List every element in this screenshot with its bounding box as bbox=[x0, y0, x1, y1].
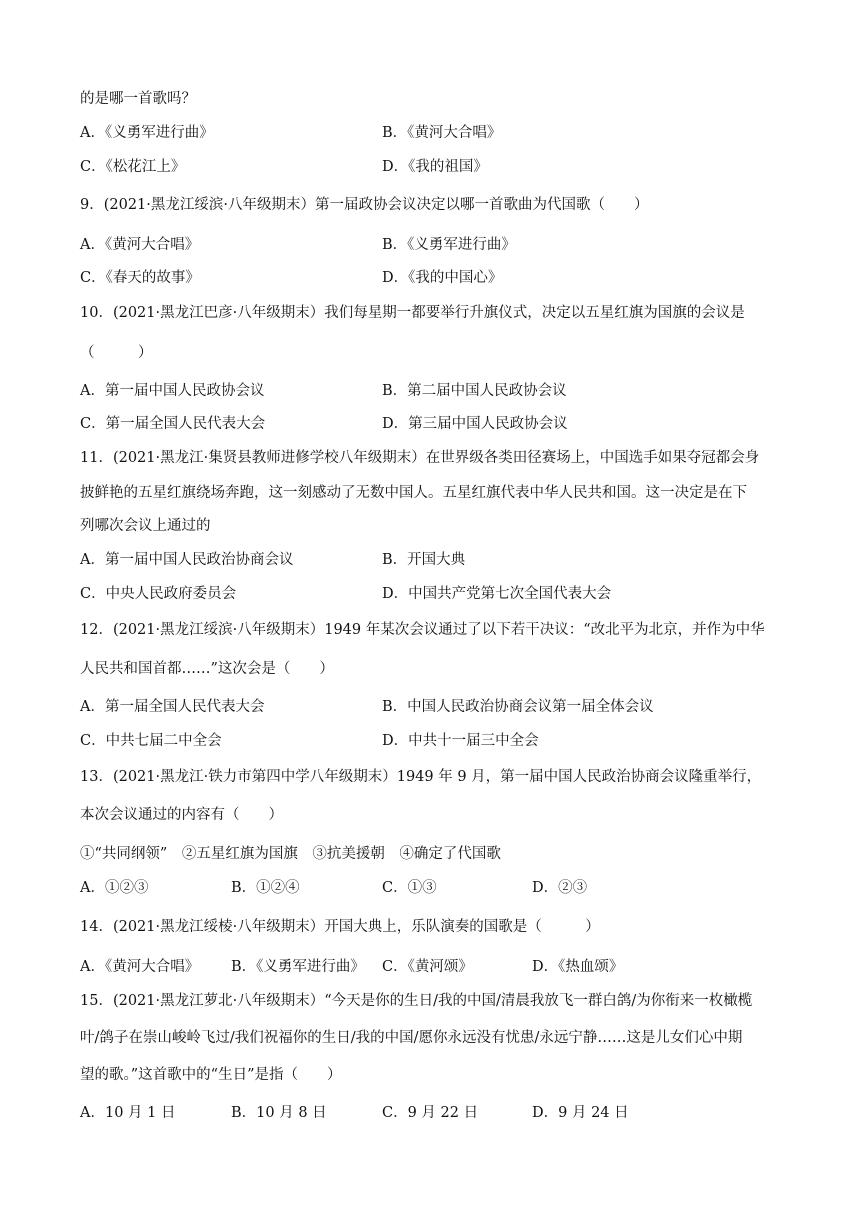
option-c: C．《松花江上》 bbox=[80, 159, 186, 175]
option-c: C．《黄河颂》 bbox=[382, 959, 473, 975]
option-c: C．中央人民政府委员会 bbox=[80, 586, 237, 602]
option-b: B．10 月 8 日 bbox=[231, 1105, 327, 1121]
option-b: B．中国人民政治协商会议第一届全体会议 bbox=[382, 699, 654, 715]
question-12: 12．(2021·黑龙江绥滨·八年级期末）1949 年某次会议通过了以下若干决议：“改北平为北京，并作为中华 bbox=[80, 622, 765, 638]
question-10: 10．(2021·黑龙江巴彦·八年级期末）我们每星期一都要举行升旗仪式，决定以五星红旗为国旗的会议是 bbox=[80, 305, 745, 321]
option-b: B．第二届中国人民政协会议 bbox=[382, 383, 567, 399]
option-c: C．中共七届二中全会 bbox=[80, 733, 222, 749]
option-d: D．9 月 24 日 bbox=[532, 1105, 629, 1121]
question-text: 本次会议通过的内容有（ ） bbox=[80, 807, 283, 823]
option-b: B．《义勇军进行曲》 bbox=[382, 237, 516, 253]
option-a: A．《义勇军进行曲》 bbox=[80, 125, 214, 141]
question-text: 望的歌。”这首歌中的“生日”是指（ ） bbox=[80, 1067, 342, 1083]
question-15: 15．(2021·黑龙江萝北·八年级期末）“今天是你的生日/我的中国/清晨我放飞一群白鸽/为你衔来一枚橄榄 bbox=[80, 993, 753, 1009]
option-b: B．开国大典 bbox=[382, 552, 466, 568]
option-d: D．第三届中国人民政协会议 bbox=[382, 416, 568, 432]
option-d: D．《我的祖国》 bbox=[382, 159, 488, 175]
question-text: 人民共和国首都……”这次会是（ ） bbox=[80, 661, 334, 677]
option-a: A．《黄河大合唱》 bbox=[80, 237, 200, 253]
option-b: B．①②④ bbox=[231, 880, 300, 896]
option-c: C．《春天的故事》 bbox=[80, 270, 200, 286]
option-b: B．《义勇军进行曲》 bbox=[231, 959, 365, 975]
option-d: D．中共十一届三中全会 bbox=[382, 733, 539, 749]
question-9: 9．(2021·黑龙江绥滨·八年级期末）第一届政协会议决定以哪一首歌曲为代国歌（ ） bbox=[80, 197, 649, 213]
question-text: 叶/鸽子在崇山峻岭飞过/我们祝福你的生日/我的中国/愿你永远没有忧患/永远宁静……这是儿女们心中期 bbox=[80, 1030, 743, 1046]
question-13: 13．(2021·黑龙江·铁力市第四中学八年级期末）1949 年 9 月，第一届中国人民政治协商会议隆重举行， bbox=[80, 769, 762, 785]
option-a: A．第一届中国人民政治协商会议 bbox=[80, 552, 294, 568]
option-a: A．《黄河大合唱》 bbox=[80, 959, 200, 975]
question-text: （ ） bbox=[80, 345, 153, 361]
option-a: A．第一届中国人民政协会议 bbox=[80, 383, 265, 399]
question-statements: ①“共同纲领” ②五星红旗为国旗 ③抗美援朝 ④确定了代国歌 bbox=[80, 846, 501, 862]
question-text: 的是哪一首歌吗？ bbox=[80, 91, 196, 107]
option-c: C．①③ bbox=[382, 880, 437, 896]
option-d: D．《热血颂》 bbox=[532, 959, 624, 975]
question-text: 列哪次会议上通过的 bbox=[80, 518, 211, 534]
question-11: 11．(2021·黑龙江·集贤县教师进修学校八年级期末）在世界级各类田径赛场上，中国选手如果夺冠都会身 bbox=[80, 450, 760, 466]
option-a: A．第一届全国人民代表大会 bbox=[80, 699, 265, 715]
option-a: A．①②③ bbox=[80, 880, 149, 896]
option-d: D．《我的中国心》 bbox=[382, 270, 503, 286]
option-d: D．中国共产党第七次全国代表大会 bbox=[382, 586, 612, 602]
option-c: C．9 月 22 日 bbox=[382, 1105, 479, 1121]
option-a: A．10 月 1 日 bbox=[80, 1105, 176, 1121]
question-14: 14．(2021·黑龙江绥棱·八年级期末）开国大典上，乐队演奏的国歌是（ ） bbox=[80, 919, 600, 935]
option-d: D．②③ bbox=[532, 880, 588, 896]
option-c: C．第一届全国人民代表大会 bbox=[80, 416, 266, 432]
question-text: 披鲜艳的五星红旗绕场奔跑，这一刻感动了无数中国人。五星红旗代表中华人民共和国。这一决定是在下 bbox=[80, 485, 747, 501]
option-b: B．《黄河大合唱》 bbox=[382, 125, 502, 141]
